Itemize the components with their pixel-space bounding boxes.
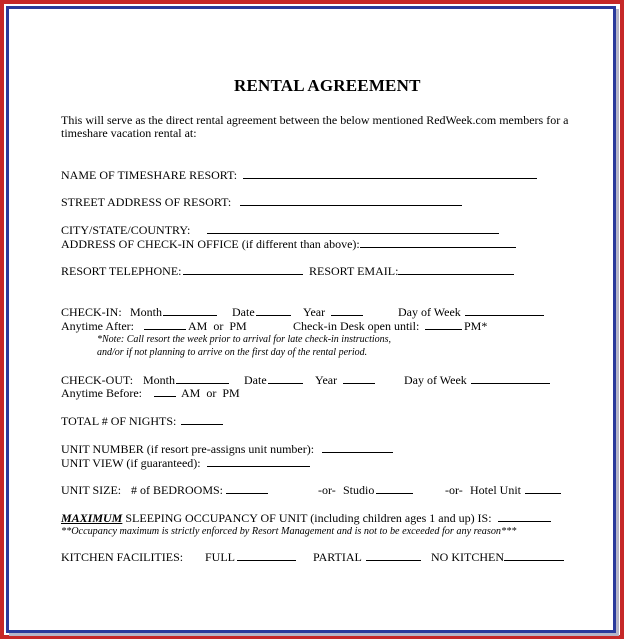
resort-name-label: NAME OF TIMESHARE RESORT: [61,168,238,182]
checkout-date-field[interactable] [268,372,303,384]
maximum-emphasis: MAXIMUM [61,511,123,525]
checkin-office-address-label: ADDRESS OF CHECK-IN OFFICE (if different than above): [61,237,360,251]
bedrooms-field[interactable] [226,482,268,494]
checkout-month-field[interactable] [176,372,229,384]
checkout-year-label: Year [315,373,338,387]
studio-label: Studio [343,483,375,497]
unit-view-field[interactable] [207,455,310,467]
city-state-country-label: CITY/STATE/COUNTRY: [61,223,191,237]
checkout-year-field[interactable] [343,372,375,384]
document-title: RENTAL AGREEMENT [234,76,421,95]
city-state-country-field[interactable] [207,222,499,234]
bedrooms-label: # of BEDROOMS: [131,483,224,497]
resort-email-label: RESORT EMAIL: [309,264,399,278]
checkin-note-line-1: *Note: Call resort the week prior to arrival for late check-in instructions, [97,334,392,345]
checkout-day-of-week-field[interactable] [471,372,550,384]
occupancy-label-text: SLEEPING OCCUPANCY OF UNIT (including children ages 1 and up) IS: [122,511,492,525]
checkin-day-of-week-label: Day of Week [398,305,461,319]
checkin-month-label: Month [130,305,163,319]
total-nights-label: TOTAL # OF NIGHTS: [61,414,177,428]
kitchen-partial-field[interactable] [366,549,421,561]
anytime-after-field[interactable] [144,318,186,330]
resort-telephone-field[interactable] [183,263,303,275]
checkin-month-field[interactable] [163,304,217,316]
hotel-unit-label: Hotel Unit [470,483,521,497]
unit-number-label: UNIT NUMBER (if resort pre-assigns unit number): [61,442,315,456]
checkin-year-field[interactable] [331,304,363,316]
anytime-after-label: Anytime After: [61,319,134,333]
no-kitchen-field[interactable] [504,549,564,561]
no-kitchen-label: NO KITCHEN [431,550,504,564]
checkin-label: CHECK-IN: [61,305,122,319]
intro-line-2: timeshare vacation rental at: [61,126,197,140]
anytime-before-label: Anytime Before: [61,386,142,400]
checkin-day-of-week-field[interactable] [465,304,544,316]
checkin-date-label: Date [232,305,255,319]
street-address-field[interactable] [240,194,462,206]
kitchen-facilities-label: KITCHEN FACILITIES: [61,550,184,564]
checkout-label: CHECK-OUT: [61,373,134,387]
intro-line-1: This will serve as the direct rental agreement between the below mentioned RedWeek.com members for a [61,113,569,127]
checkin-date-field[interactable] [256,304,291,316]
checkout-day-of-week-label: Day of Week [404,373,467,387]
checkout-am-pm: AM or PM [181,386,240,400]
unit-size-label: UNIT SIZE: [61,483,122,497]
street-address-label: STREET ADDRESS OF RESORT: [61,195,232,209]
occupancy-note: **Occupancy maximum is strictly enforced by Resort Management and is not to be exceeded for any reason*** [61,526,517,537]
kitchen-full-field[interactable] [237,549,296,561]
desk-open-until-label: Check-in Desk open until: [293,319,420,333]
anytime-before-field[interactable] [154,385,176,397]
kitchen-full-label: FULL [205,550,235,564]
checkin-am-pm: AM or PM [188,319,247,333]
unit-size-or-2: -or- [445,483,463,497]
studio-field[interactable] [376,482,413,494]
unit-size-or-1: -or- [318,483,336,497]
desk-open-until-field[interactable] [425,318,462,330]
resort-email-field[interactable] [398,263,514,275]
occupancy-label [61,511,492,525]
hotel-unit-field[interactable] [525,482,561,494]
occupancy-field[interactable] [498,510,551,522]
kitchen-partial-label: PARTIAL [313,550,362,564]
resort-name-field[interactable] [243,167,537,179]
total-nights-field[interactable] [181,413,223,425]
checkout-date-label: Date [244,373,267,387]
unit-number-field[interactable] [322,441,393,453]
checkin-year-label: Year [303,305,326,319]
checkout-month-label: Month [143,373,176,387]
resort-telephone-label: RESORT TELEPHONE: [61,264,182,278]
checkin-note-line-2: and/or if not planning to arrive on the first day of the rental period. [97,347,368,358]
unit-view-label: UNIT VIEW (if guaranteed): [61,456,201,470]
checkin-office-address-field[interactable] [360,236,516,248]
desk-pm-star: PM* [464,319,488,333]
